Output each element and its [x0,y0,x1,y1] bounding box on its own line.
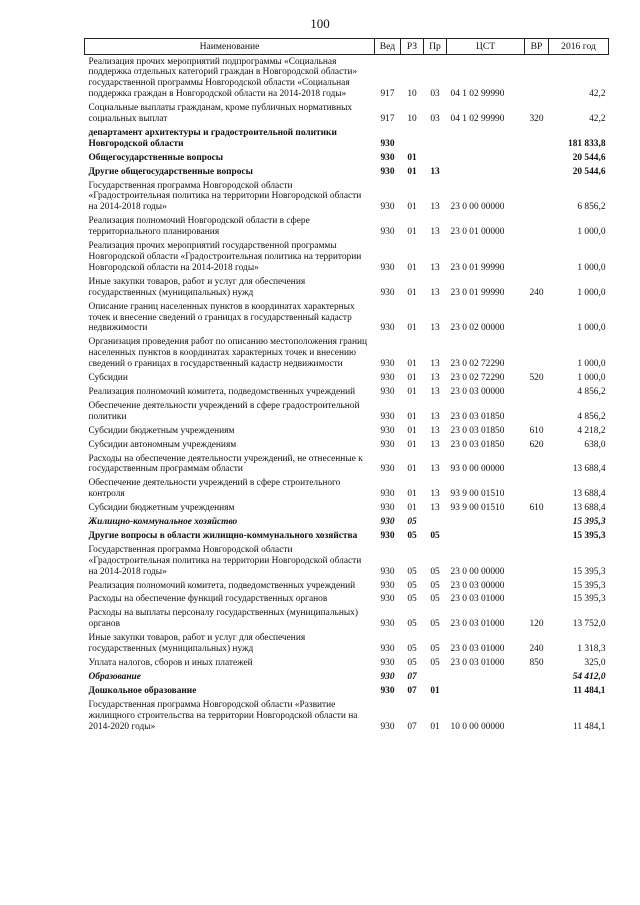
row-sum: 11 484,1 [573,721,606,732]
row-vr [525,240,549,276]
row-rz: 01 [407,202,417,213]
row-vr: 320 [529,114,544,125]
header-rz: РЗ [401,39,424,55]
row-sum: 13 688,4 [572,489,606,500]
row-ved: 930 [380,566,395,577]
header-vr: ВР [525,39,549,55]
row-ved: 930 [380,658,395,668]
row-cst [447,670,525,684]
row-sum: 15 395,3 [572,594,606,605]
row-cst: 23 0 02 72290 [450,373,505,384]
row-sum: 15 395,3 [572,580,606,591]
row-cst [447,529,525,543]
row-pr [424,126,447,151]
table-row [85,516,609,530]
row-pr [424,516,447,530]
table-row [85,336,609,372]
row-sum: 13 688,4 [572,464,606,475]
row-pr: 05 [430,658,440,668]
row-vr: 610 [529,503,544,514]
row-vr: 620 [529,439,544,450]
row-cst: 23 0 01 99990 [450,262,505,273]
row-cst: 23 0 03 01000 [450,658,505,668]
row-name: Уплата налогов, сборов и иных платежей [88,658,253,668]
row-vr [525,165,549,179]
row-rz [401,126,424,151]
table-row [85,165,609,179]
row-name: Реализация полномочий Новгородской области в сфере территориального планирования [88,216,310,238]
row-vr [525,55,549,102]
table-row [85,438,609,452]
row-pr: 13 [430,227,440,238]
row-rz: 05 [407,594,417,605]
row-name: Субсидии автономным учреждениям [88,439,237,450]
row-vr [525,215,549,240]
row-rz: 01 [407,359,417,370]
row-rz: 01 [407,373,417,384]
table-row [85,126,609,151]
row-ved: 930 [380,439,395,450]
table-row [85,215,609,240]
row-name: Другие общегосударственные вопросы [88,166,253,177]
row-vr [525,579,549,593]
row-cst: 23 0 00 00000 [450,202,505,213]
row-vr [525,179,549,215]
row-cst: 23 0 03 00000 [450,580,505,591]
row-pr: 01 [430,721,440,732]
row-sum: 325,0 [584,658,606,668]
row-name: Расходы на выплаты персоналу государственных (муниципальных) органов [88,608,358,630]
header-name: Наименование [85,39,375,55]
row-pr: 13 [430,464,440,475]
row-pr: 05 [430,566,440,577]
table-row [85,632,609,657]
row-name: Обеспечение деятельности учреждений в сфере градостроительной политики [88,400,360,422]
row-sum: 1 000,0 [577,373,606,384]
row-name: Реализация полномочий комитета, подведомственных учреждений [88,580,356,591]
row-sum: 42,2 [589,89,606,100]
row-sum: 20 544,6 [572,152,606,163]
table-row [85,684,609,698]
row-cst: 04 1 02 99990 [450,114,505,125]
table-row [85,179,609,215]
row-cst [447,516,525,530]
row-rz: 01 [407,489,417,500]
row-rz: 05 [407,517,417,528]
row-name: Дошкольное образование [88,685,197,696]
row-pr: 13 [430,411,440,422]
table-row [85,502,609,516]
row-pr: 13 [430,202,440,213]
row-ved: 930 [380,202,395,213]
budget-table [84,38,609,734]
row-rz: 10 [407,89,417,100]
row-vr [525,684,549,698]
row-name: Организация проведения работ по описанию местоположения границ населенных пунктов в координатах характерных точек и внесению сведений о границах в государственный кадастр недвижимости [88,337,367,370]
row-vr: 850 [529,658,544,668]
row-sum: 1 000,0 [577,287,606,298]
table-header-row [85,39,609,55]
row-vr [525,399,549,424]
row-sum: 15 395,3 [572,530,606,541]
row-ved: 930 [380,386,395,397]
row-cst [447,126,525,151]
row-pr: 05 [430,644,440,655]
row-sum: 11 484,1 [573,685,606,696]
row-vr [525,151,549,165]
row-vr [525,529,549,543]
row-sum: 181 833,8 [568,138,606,149]
row-rz: 01 [407,323,417,334]
row-sum: 15 395,3 [572,566,606,577]
row-rz: 10 [407,114,417,125]
row-rz: 01 [407,262,417,273]
row-name: Государственная программа Новгородской области «Градостроительная политика на территории Новгородской области на 2014-2018 годы» [88,544,362,577]
row-rz: 05 [407,530,417,541]
row-vr: 520 [529,373,544,384]
row-cst [447,684,525,698]
row-pr: 05 [430,594,440,605]
table-row [85,477,609,502]
table-row [85,399,609,424]
row-cst: 23 0 03 00000 [450,386,505,397]
table-row [85,300,609,336]
row-ved: 930 [380,503,395,514]
row-pr: 01 [430,685,440,696]
row-cst: 23 0 03 01000 [450,644,505,655]
row-vr: 240 [529,287,544,298]
row-rz: 05 [407,619,417,630]
header-ved: Вед [375,39,401,55]
row-rz: 01 [407,439,417,450]
row-pr: 13 [430,262,440,273]
row-pr: 13 [430,323,440,334]
row-ved: 930 [380,359,395,370]
row-ved: 930 [380,411,395,422]
row-name: Реализация прочих мероприятий подпрограммы «Социальная поддержка отдельных категорий граждан в Новгородской области» государственной программы Новгородской области «Социальная поддержка граждан в Новгородской области на 2014-2018 годы» [88,56,358,100]
row-sum: 1 318,3 [577,644,606,655]
row-ved: 930 [380,464,395,475]
row-cst: 10 0 00 00000 [450,721,505,732]
row-pr: 05 [430,580,440,591]
row-pr: 13 [430,425,440,436]
row-vr [525,385,549,399]
row-name: Социальные выплаты гражданам, кроме публичных нормативных социальных выплат [88,103,353,125]
row-rz: 07 [407,671,417,682]
row-sum: 13 752,0 [572,619,606,630]
row-name: Описание границ населенных пунктов в координатах характерных точек и внесение сведений о границах в государственный кадастр недвижимости [88,301,355,334]
row-sum: 1 000,0 [577,227,606,238]
row-name: Субсидии [88,373,128,384]
row-cst: 93 9 00 01510 [450,503,505,514]
row-vr [525,543,549,579]
row-ved: 930 [380,517,395,528]
row-vr [525,126,549,151]
row-name: департамент архитектуры и градостроительной политики Новгородской области [88,127,337,149]
row-vr: 120 [529,619,544,630]
table-row [85,452,609,477]
row-pr: 13 [430,489,440,500]
row-rz: 01 [407,425,417,436]
row-vr [525,516,549,530]
row-rz: 05 [407,658,417,668]
row-cst: 23 0 03 01850 [450,425,505,436]
row-sum: 54 412,0 [572,671,606,682]
row-pr: 13 [430,287,440,298]
row-name: Государственная программа Новгородской области «Развитие жилищного строительства на территории Новгородской области на 2014-2020 годы» [88,699,358,732]
table-row [85,657,609,671]
row-ved: 930 [380,685,395,696]
row-vr [525,593,549,607]
header-year: 2016 год [549,39,609,55]
row-ved: 930 [380,166,395,177]
row-rz: 05 [407,580,417,591]
row-pr: 13 [430,386,440,397]
row-rz: 05 [407,644,417,655]
table-body [85,55,609,734]
row-name: Общегосударственные вопросы [88,152,224,163]
row-sum: 4 218,2 [577,425,606,436]
row-ved: 930 [380,671,395,682]
row-cst: 23 0 03 01000 [450,594,505,605]
row-vr [525,698,549,734]
row-name: Расходы на обеспечение деятельности учреждений, не отнесенные к государственным программам области [88,453,363,475]
row-vr: 240 [529,644,544,655]
header-pr: Пр [424,39,447,55]
row-rz: 01 [407,411,417,422]
row-sum: 1 000,0 [577,323,606,334]
row-vr: 610 [529,425,544,436]
table-row [85,55,609,102]
row-ved: 930 [380,594,395,605]
table-row [85,372,609,386]
row-name: Иные закупки товаров, работ и услуг для обеспечения государственных (муниципальных) нужд [88,276,306,298]
table-row [85,102,609,127]
table-row [85,579,609,593]
row-rz: 05 [407,566,417,577]
row-name: Реализация прочих мероприятий государственной программы Новгородской области «Градостроительная политика на территории Новгородской области на 2014-2018 годы» [88,241,362,273]
page-number: 100 [310,16,330,31]
row-rz: 01 [407,166,417,177]
row-name: Иные закупки товаров, работ и услуг для обеспечения государственных (муниципальных) нужд [88,633,306,655]
row-cst: 23 0 01 00000 [450,227,505,238]
row-sum: 1 000,0 [577,262,606,273]
row-rz: 01 [407,227,417,238]
row-rz: 01 [407,386,417,397]
table-row [85,424,609,438]
row-ved: 917 [380,114,395,125]
row-cst: 23 0 03 01850 [450,411,505,422]
row-cst: 04 1 02 99990 [450,89,505,100]
row-name: Субсидии бюджетным учреждениям [88,425,235,436]
row-rz: 01 [407,287,417,298]
row-ved: 930 [380,425,395,436]
row-ved: 930 [380,530,395,541]
row-cst: 93 9 00 01510 [450,489,505,500]
row-name: Образование [88,671,141,682]
row-ved: 930 [380,323,395,334]
row-rz: 01 [407,464,417,475]
row-sum: 15 395,3 [572,517,606,528]
row-sum: 20 544,6 [572,166,606,177]
table-row [85,698,609,734]
row-vr [525,300,549,336]
row-cst: 23 0 03 01850 [450,439,505,450]
row-rz: 01 [407,503,417,514]
row-ved: 930 [380,721,395,732]
table-row [85,543,609,579]
table-row [85,275,609,300]
table-row [85,240,609,276]
table-row [85,385,609,399]
row-pr: 13 [430,359,440,370]
row-ved: 930 [380,619,395,630]
row-sum: 13 688,4 [572,503,606,514]
row-vr [525,452,549,477]
row-pr [424,151,447,165]
row-vr [525,477,549,502]
row-vr [525,336,549,372]
row-cst [447,151,525,165]
table-row [85,670,609,684]
row-pr: 13 [430,439,440,450]
table-row [85,607,609,632]
row-pr: 03 [430,114,440,125]
row-sum: 6 856,2 [577,202,606,213]
row-cst: 23 0 03 01000 [450,619,505,630]
header-cst: ЦСТ [447,39,525,55]
row-sum: 4 856,2 [577,386,606,397]
row-pr [424,670,447,684]
table-row [85,529,609,543]
row-ved: 930 [380,152,395,163]
row-pr: 05 [430,619,440,630]
row-ved: 930 [380,262,395,273]
row-name: Государственная программа Новгородской области «Градостроительная политика на территории Новгородской области на 2014-2018 годы» [88,180,362,213]
row-cst: 23 0 02 00000 [450,323,505,334]
row-sum: 4 856,2 [577,411,606,422]
row-pr: 13 [430,503,440,514]
row-ved: 930 [380,227,395,238]
row-ved: 930 [380,138,395,149]
row-name: Другие вопросы в области жилищно-коммунального хозяйства [88,530,358,541]
row-pr: 05 [430,530,440,541]
row-ved: 930 [380,489,395,500]
row-cst: 23 0 00 00000 [450,566,505,577]
table-row [85,593,609,607]
row-cst: 23 0 02 72290 [450,359,505,370]
row-name: Реализация полномочий комитета, подведомственных учреждений [88,386,356,397]
row-ved: 930 [380,373,395,384]
row-ved: 917 [380,89,395,100]
row-vr [525,670,549,684]
row-cst: 93 0 00 00000 [450,464,505,475]
row-rz: 01 [407,152,417,163]
row-cst [447,165,525,179]
row-ved: 930 [380,580,395,591]
row-name: Расходы на обеспечение функций государственных органов [88,594,328,605]
row-ved: 930 [380,644,395,655]
row-sum: 1 000,0 [577,359,606,370]
row-pr: 13 [430,166,440,177]
row-ved: 930 [380,287,395,298]
row-rz: 07 [407,685,417,696]
row-cst: 23 0 01 99990 [450,287,505,298]
row-pr: 13 [430,373,440,384]
row-sum: 42,2 [589,114,606,125]
table-row [85,151,609,165]
row-name: Субсидии бюджетным учреждениям [88,503,235,514]
row-pr: 03 [430,89,440,100]
row-name: Жилищно-коммунальное хозяйство [88,517,238,528]
row-name: Обеспечение деятельности учреждений в сфере строительного контроля [88,478,341,500]
row-sum: 638,0 [584,439,606,450]
row-rz: 07 [407,721,417,732]
